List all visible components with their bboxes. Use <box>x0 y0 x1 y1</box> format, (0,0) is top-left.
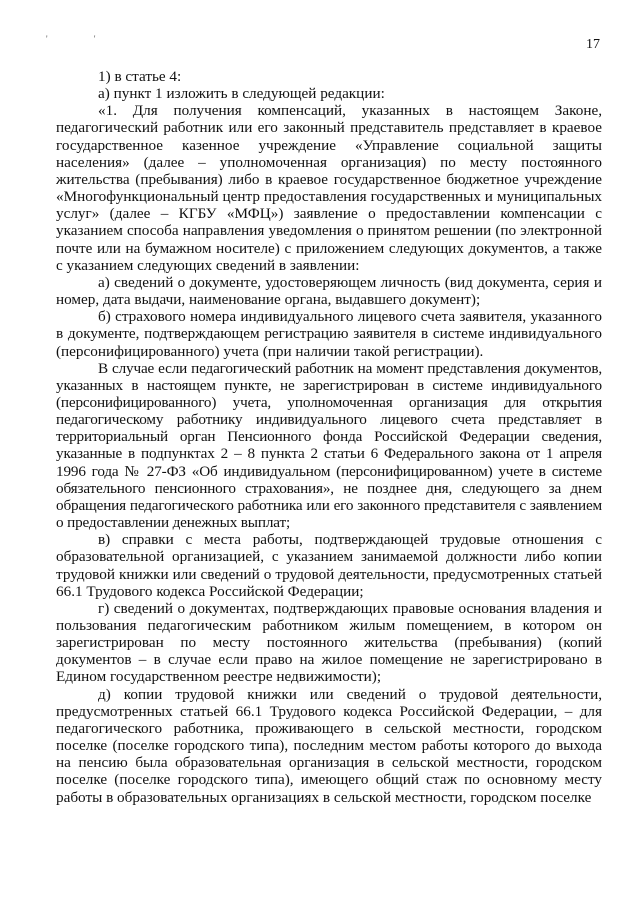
paragraph-subpoint-g: г) сведений о документах, подтверждающих правовые основания владения и пользования педагогическим работником жилым помещением, в котором он зарегистрирован по месту постоянного жительства (пребывания) (копий документов – в случае если право на жилое помещение не зарегистрировано в Едином государственном реестре недвижимости); <box>56 599 602 686</box>
page-number: 17 <box>586 37 600 52</box>
document-body <box>56 68 602 806</box>
paragraph-point-1-text: «1. Для получения компенсаций, указанных в настоящем Законе, педагогический работник или его законный представитель представляет в краевое государственное казенное учреждение «Управление социальной защиты населения» (далее – уполномоченная организация) по месту постоянного жительства (пребывания) либо в краевое государственное бюджетное учреждение «Многофункциональный центр предоставления государственных и муниципальных услуг» (далее – КГБУ «МФЦ») заявление о предоставлении компенсации с указанием способа направления уведомления о принятом решении (по электронной почте или на бумажном носителе) с приложением следующих документов, а также с указанием следующих сведений в заявлении: <box>56 102 602 274</box>
paragraph-subpoint-d: д) копии трудовой книжки или сведений о трудовой деятельности, предусмотренных статьей 66.1 Трудового кодекса Российской Федерации, – для педагогического работника, проживающего в сельской местности, городском поселке (поселке городского типа), последним местом работы которого до выхода на пенсию была образовательная организация в сельской местности, городском поселке (поселке городского типа), имеющего общий стаж по основному месту работы в образовательных организациях в сельской местности, городском поселке <box>56 685 602 806</box>
paragraph-subpoint-b: б) страхового номера индивидуального лицевого счета заявителя, указанного в документе, подтверждающем регистрацию заявителя в системе индивидуального (персонифицированного) учета (при наличии такой регистрации). <box>56 308 602 360</box>
scan-artifact-marks: ' ' <box>46 34 118 44</box>
paragraph-registration-case: В случае если педагогический работник на момент представления документов, указанных в настоящем пункте, не зарегистрирован в системе индивидуального (персонифицированного) учета, уполномоченная организация для открытия педагогическому работнику индивидуального лицевого счета представляет в территориальный орган Пенсионного фонда Российской Федерации сведения, указанные в подпунктах 2 – 8 пункта 2 статьи 6 Федерального закона от 1 апреля 1996 года № 27-ФЗ «Об индивидуальном (персонифицированном) учете в системе обязательного пенсионного страхования», не позднее дня, следующего за днем обращения педагогического работника или его законного представителя с заявлением о предоставлении денежных выплат; <box>56 359 602 532</box>
paragraph-point-1-intro: а) пункт 1 изложить в следующей редакции: <box>98 85 385 103</box>
paragraph-subpoint-a: а) сведений о документе, удостоверяющем личность (вид документа, серия и номер, дата выдачи, наименование органа, выдавшего документ); <box>56 273 602 309</box>
paragraph-article-4-intro: 1) в статье 4: <box>98 68 182 85</box>
paragraph-subpoint-v: в) справки с места работы, подтверждающей трудовые отношения с образовательной организацией, с указанием занимаемой должности либо копии трудовой книжки или сведений о трудовой деятельности, предусмотренных статьей 66.1 Трудового кодекса Российской Федерации; <box>56 531 602 600</box>
